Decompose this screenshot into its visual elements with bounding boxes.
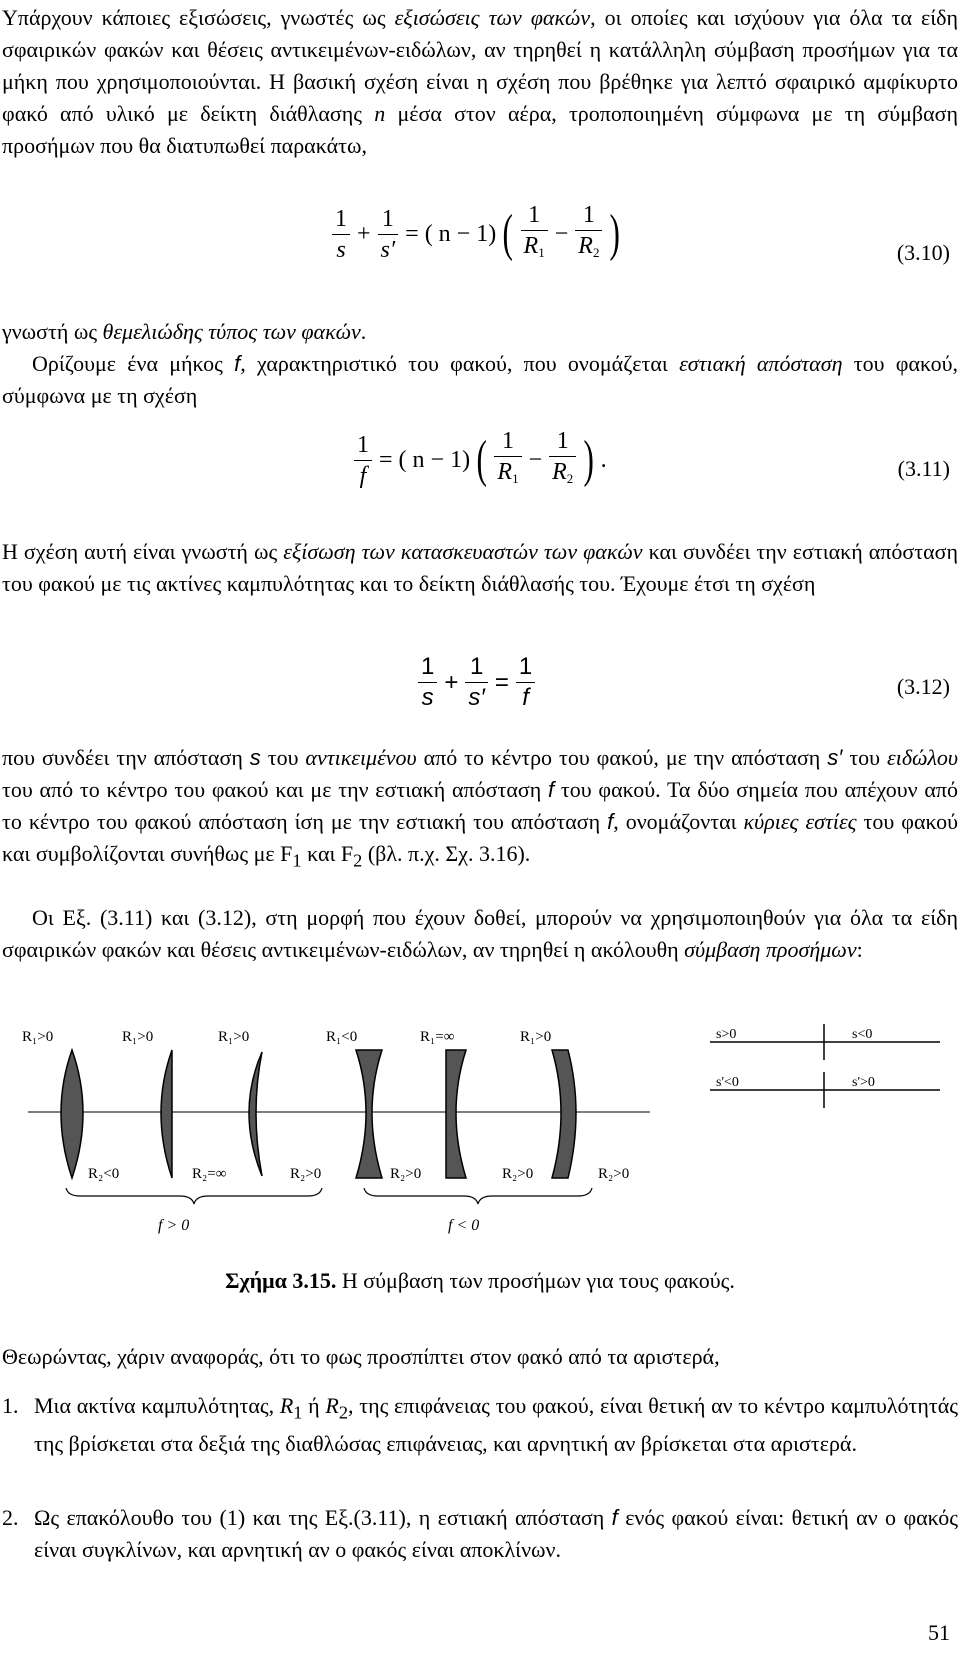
text-run: του xyxy=(842,745,888,770)
r1-label: R₁>0 xyxy=(218,1029,250,1045)
eq-operator: + xyxy=(444,668,459,696)
eq-numerator: 1 xyxy=(582,202,595,228)
biconvex-lens xyxy=(61,1050,83,1178)
list-item xyxy=(2,1390,958,1490)
equation-number: (3.10) xyxy=(896,240,950,265)
text-run: , χαρακτηριστικό του φακού, που ονομάζεται xyxy=(240,351,680,376)
eq-symbol-r: R xyxy=(552,459,567,485)
eq-symbol-r: R xyxy=(578,233,593,259)
equation-3-11 xyxy=(350,426,610,494)
plano-concave-lens xyxy=(446,1050,466,1178)
convex-meniscus-lens xyxy=(249,1052,262,1176)
eq-denominator: s′ xyxy=(378,234,399,265)
r1-label: R₁>0 xyxy=(22,1029,54,1045)
text-run: του φακού, σύμφωνα με τη σχέση xyxy=(2,351,958,408)
eq-subscript: 1 xyxy=(512,471,519,486)
eq-subscript: 1 xyxy=(538,245,545,260)
text-run: Ως επακόλουθο του (1) και της Εξ.(3.11), η εστιακή απόσταση xyxy=(34,1505,612,1530)
r1-label: R₁>0 xyxy=(122,1029,154,1045)
eq-numerator: 1 xyxy=(528,202,541,228)
symbol-r: R xyxy=(279,1393,294,1418)
left-paren: ( xyxy=(476,431,487,488)
eq-factor: ( n − 1) xyxy=(424,220,497,247)
emphasis-term: σύμβαση προσήμων xyxy=(684,937,857,962)
eq-operator: = xyxy=(379,446,393,473)
s-negative-label: s<0 xyxy=(852,1027,873,1042)
symbol-f: f xyxy=(607,809,614,834)
eq-numerator: 1 xyxy=(335,205,347,232)
equation-3-10 xyxy=(328,200,624,268)
symbol-s: s xyxy=(249,745,261,770)
subscript: 1 xyxy=(292,850,302,871)
text-run: του xyxy=(260,745,306,770)
eq-operator: = xyxy=(494,668,509,696)
s-positive-label: s>0 xyxy=(716,1027,737,1042)
r2-label: R₂=∞ xyxy=(192,1166,227,1182)
equation-number: (3.11) xyxy=(897,456,950,481)
paragraph-object-image xyxy=(2,742,958,876)
list-body xyxy=(34,1390,958,1460)
r1-label: R₁<0 xyxy=(326,1029,358,1045)
subscript: 2 xyxy=(353,850,363,871)
eq-operator: − xyxy=(554,220,569,247)
eq-numerator: 1 xyxy=(501,428,514,454)
list-number: 2. xyxy=(2,1505,19,1530)
eq-numerator: 1 xyxy=(469,653,484,680)
emphasis-term: εξισώσεις των φακών xyxy=(394,5,591,30)
s-prime-negative-label: s'<0 xyxy=(716,1075,739,1090)
text-run: , της επιφάνειας του φακού, είναι θετική αν το κέντρο καμπυλότητάς της βρίσκεται στα δεξιά της διαθλώσας επιφάνειας, και αρνητική αν βρίσκεται στα αριστερά. xyxy=(34,1393,958,1457)
subscript: 2 xyxy=(338,1402,349,1423)
paragraph-intro xyxy=(2,2,958,162)
paragraph-focal-definition xyxy=(2,348,958,412)
text-run: του φακού. Τα δύο σημεία που απέχουν από το κέντρο του φακού απόσταση ίση με την εστιακή του απόσταση xyxy=(2,777,959,834)
list-item xyxy=(2,1502,958,1572)
list-body xyxy=(34,1502,958,1566)
f-positive-label: f > 0 xyxy=(158,1217,190,1234)
biconcave-lens xyxy=(356,1050,382,1178)
symbol-n: n xyxy=(374,101,386,126)
equation-3-12 xyxy=(414,652,539,713)
paragraph-sign-convention-intro xyxy=(2,902,958,966)
figure-caption xyxy=(0,1268,960,1294)
eq-symbol-r: R xyxy=(523,233,539,259)
diverging-brace xyxy=(364,1188,592,1204)
eq-period: . xyxy=(600,446,607,473)
text-run: και συνδέει την εστιακή απόσταση του φακού με τις ακτίνες καμπυλότητας και το δείκτη διάθλασής του. Έχουμε έτσι τη σχέση xyxy=(2,539,958,596)
list-number: 1. xyxy=(2,1393,19,1418)
paragraph-fundamental xyxy=(2,316,958,348)
text-run: (βλ. π.χ. Σχ. 3.16). xyxy=(362,841,531,866)
caption-text: Η σύμβαση των προσήμων για τους φακούς. xyxy=(336,1268,735,1293)
eq-denominator: f xyxy=(516,682,535,713)
r2-label: R₂>0 xyxy=(502,1166,534,1182)
r2-label: R₂>0 xyxy=(598,1166,630,1182)
text-run: μέσα στον αέρα, τροποποιημένη σύμφωνα με τη σύμβαση προσήμων που θα διατυπωθεί παρακάτω, xyxy=(2,101,958,158)
paragraph-light-direction: Θεωρώντας, χάριν αναφοράς, ότι το φως προσπίπτει στον φακό από τα αριστερά, xyxy=(2,1344,720,1369)
emphasis-term: αντικειμένου xyxy=(305,745,417,770)
r2-label: R₂<0 xyxy=(88,1166,120,1182)
s-prime-positive-label: s'>0 xyxy=(852,1075,875,1090)
emphasis-term: θεμελιώδης τύπος των φακών xyxy=(102,319,361,344)
r2-label: R₂>0 xyxy=(290,1166,322,1182)
eq-factor: ( n − 1) xyxy=(398,446,471,473)
eq-numerator: 1 xyxy=(518,653,533,680)
eq-operator: = xyxy=(405,220,419,247)
text-run: , ονομάζονται xyxy=(613,809,744,834)
eq-denominator: s xyxy=(418,682,437,713)
text-run: που συνδέει την απόσταση xyxy=(2,745,250,770)
eq-denominator: f xyxy=(354,460,372,491)
symbol-r: R xyxy=(325,1393,339,1418)
eq-symbol-r: R xyxy=(497,459,513,485)
text-run: Υπάρχουν κάποιες εξισώσεις, γνωστές ως xyxy=(2,5,395,30)
eq-denominator: s′ xyxy=(465,682,488,713)
concave-meniscus-lens xyxy=(552,1050,576,1178)
text-run: Οι Εξ. (3.11) και (3.12), στη μορφή που έχουν δοθεί, μπορούν να χρησιμοποιηθούν για όλα τα είδη σφαιρικών φακών και θέσεις αντικειμένων-ειδώλων, αν τηρηθεί η ακόλουθη xyxy=(2,905,958,962)
eq-operator: + xyxy=(357,220,371,247)
text-run: του από το κέντρο του φακού και με την εστιακή απόσταση xyxy=(2,777,549,802)
emphasis-term: κύριες εστίες xyxy=(743,809,857,834)
r1-label: R₁=∞ xyxy=(420,1029,455,1045)
eq-numerator: 1 xyxy=(357,431,369,458)
subscript: 1 xyxy=(293,1402,303,1423)
symbol-f: f xyxy=(234,351,241,376)
text-run: Η σχέση αυτή είναι γνωστή ως xyxy=(2,539,284,564)
symbol-f: f xyxy=(611,1505,618,1530)
emphasis-term: εστιακή απόσταση xyxy=(679,351,843,376)
f-negative-label: f < 0 xyxy=(448,1217,480,1234)
eq-operator: − xyxy=(528,446,543,473)
plano-convex-lens xyxy=(161,1050,172,1178)
symbol-s-prime: s′ xyxy=(827,745,843,770)
text-run: από το κέντρο του φακού, με την απόσταση xyxy=(416,745,828,770)
right-paren: ) xyxy=(583,431,595,488)
eq-numerator: 1 xyxy=(381,205,394,232)
caption-label: Σχήμα 3.15. xyxy=(225,1268,337,1293)
eq-subscript: 2 xyxy=(566,471,574,486)
eq-subscript: 2 xyxy=(592,245,600,260)
text-run: . xyxy=(360,319,367,344)
eq-denominator: s xyxy=(332,234,350,265)
left-paren: ( xyxy=(502,205,514,262)
text-run: Μια ακτίνα καμπυλότητας, xyxy=(34,1393,280,1418)
page-number: 51 xyxy=(928,1620,950,1645)
symbol-f: f xyxy=(548,777,555,802)
paragraph-lensmaker xyxy=(2,536,958,600)
r1-label: R₁>0 xyxy=(520,1029,552,1045)
text-run: γνωστή ως xyxy=(2,319,103,344)
converging-brace xyxy=(66,1188,322,1204)
text-run: ενός φακού είναι: θετική αν ο φακός είναι συγκλίνων, και αρνητική αν ο φακός είναι αποκλίνων. xyxy=(34,1505,958,1562)
eq-numerator: 1 xyxy=(556,428,569,454)
figure-sign-convention xyxy=(0,1020,960,1240)
eq-numerator: 1 xyxy=(421,653,435,680)
right-paren: ) xyxy=(609,205,621,262)
text-run: ή xyxy=(302,1393,326,1418)
r2-label: R₂>0 xyxy=(390,1166,422,1182)
equation-number: (3.12) xyxy=(896,674,950,699)
text-run: Ορίζουμε ένα μήκος xyxy=(32,351,235,376)
emphasis-term: ειδώλου xyxy=(887,745,959,770)
text-run: και F xyxy=(301,841,354,866)
text-run: , οι οποίες και ισχύουν για όλα τα είδη σφαιρικών φακών και θέσεις αντικειμένων-ειδώλων, αν τηρηθεί η κατάλληλη σύμβαση προσήμων για τα μήκη που χρησιμοποιούνται. Η βασική σχέση είναι η σχέση που βρέθηκε για λεπτό σφαιρικό αμφίκυρτο φακό από υλικό με δείκτη διάθλασης xyxy=(2,5,959,126)
text-run: του φακού και συμβολίζονται συνήθως με F xyxy=(2,809,959,866)
emphasis-term: εξίσωση των κατασκευαστών των φακών xyxy=(283,539,643,564)
text-run: : xyxy=(856,937,863,962)
